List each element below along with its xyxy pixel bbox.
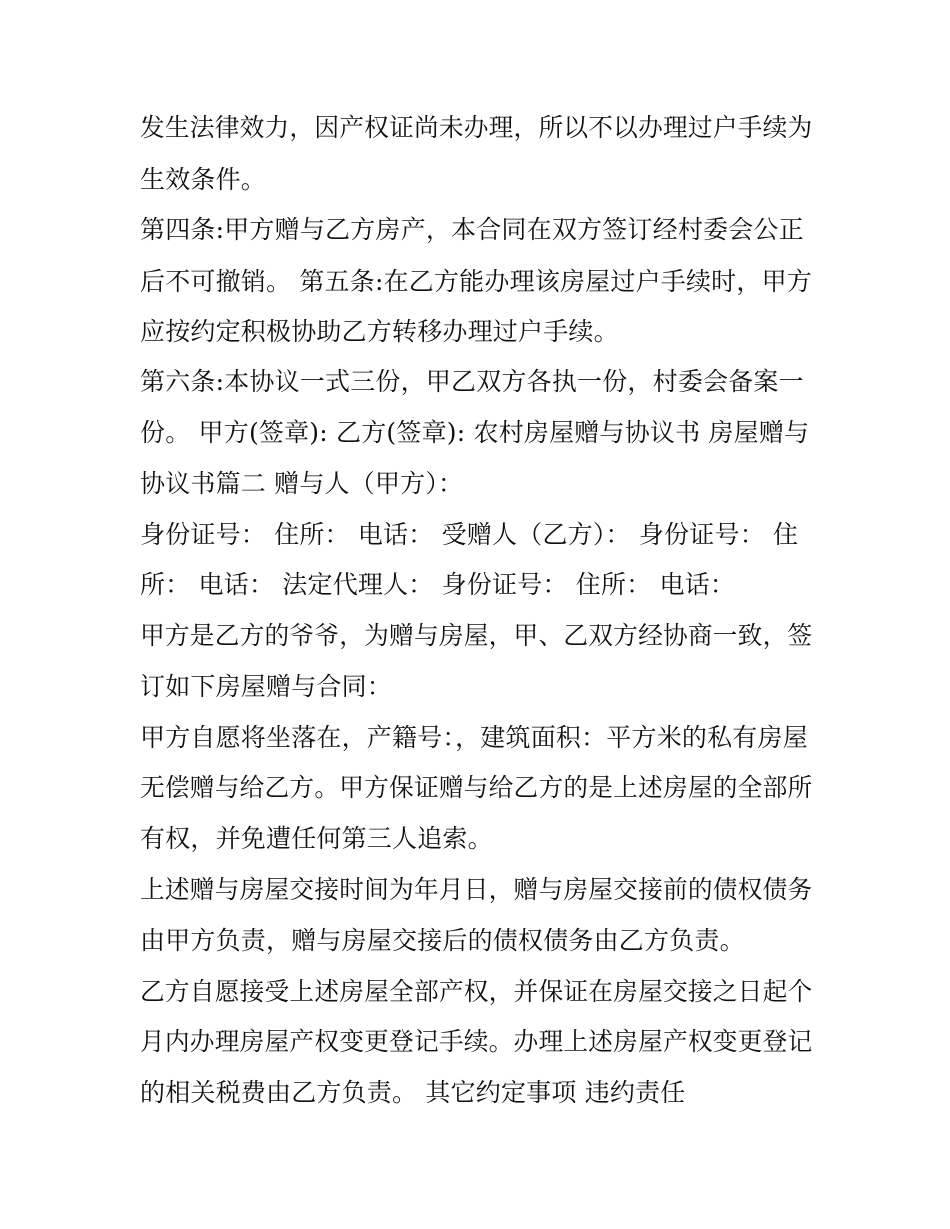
text-line: 上述赠与房屋交接时间为年月日，赠与房屋交接前的债权债务 [140,875,813,904]
text-line: 应按约定积极协助乙方转移办理过户手续。 [140,317,619,346]
text-line: 所： 电话： 法定代理人： 身份证号： 住所： 电话： [140,570,736,599]
text-line: 份。 甲方(签章): 乙方(签章): 农村房屋赠与协议书 房屋赠与 [140,418,810,447]
text-line: 生效条件。 [140,165,267,194]
text-line: 订如下房屋赠与合同： [140,672,393,701]
text-line: 后不可撤销。 第五条:在乙方能办理该房屋过户手续时，甲方 [140,267,812,296]
text-line: 发生法律效力，因产权证尚未办理，所以不以办理过户手续为 [140,113,813,142]
text-line: 甲方是乙方的爷爷，为赠与房屋，甲、乙双方经协商一致，签 [140,621,813,650]
text-line: 第四条:甲方赠与乙方房产，本合同在双方签订经村委会公正 [140,215,804,244]
text-line: 月内办理房屋产权变更登记手续。办理上述房屋产权变更登记 [140,1027,813,1056]
text-line: 乙方自愿接受上述房屋全部产权，并保证在房屋交接之日起个 [140,977,813,1006]
text-line: 的相关税费由乙方负责。 其它约定事项 违约责任 [140,1078,686,1107]
text-line: 协议书篇二 赠与人（甲方）： [140,469,464,498]
text-line: 有权，并免遭任何第三人追索。 [140,824,493,853]
text-line: 甲方自愿将坐落在，产籍号：，建筑面积：平方米的私有房屋 [140,723,808,752]
text-line: 第六条:本协议一式三份，甲乙双方各执一份，村委会备案一 [140,367,804,396]
text-line: 由甲方负责，赠与房屋交接后的债权债务由乙方负责。 [140,926,745,955]
text-line: 无偿赠与给乙方。甲方保证赠与给乙方的是上述房屋的全部所 [140,773,813,802]
text-line: 身份证号： 住所： 电话： 受赠人（乙方）： 身份证号： 住 [140,520,799,549]
